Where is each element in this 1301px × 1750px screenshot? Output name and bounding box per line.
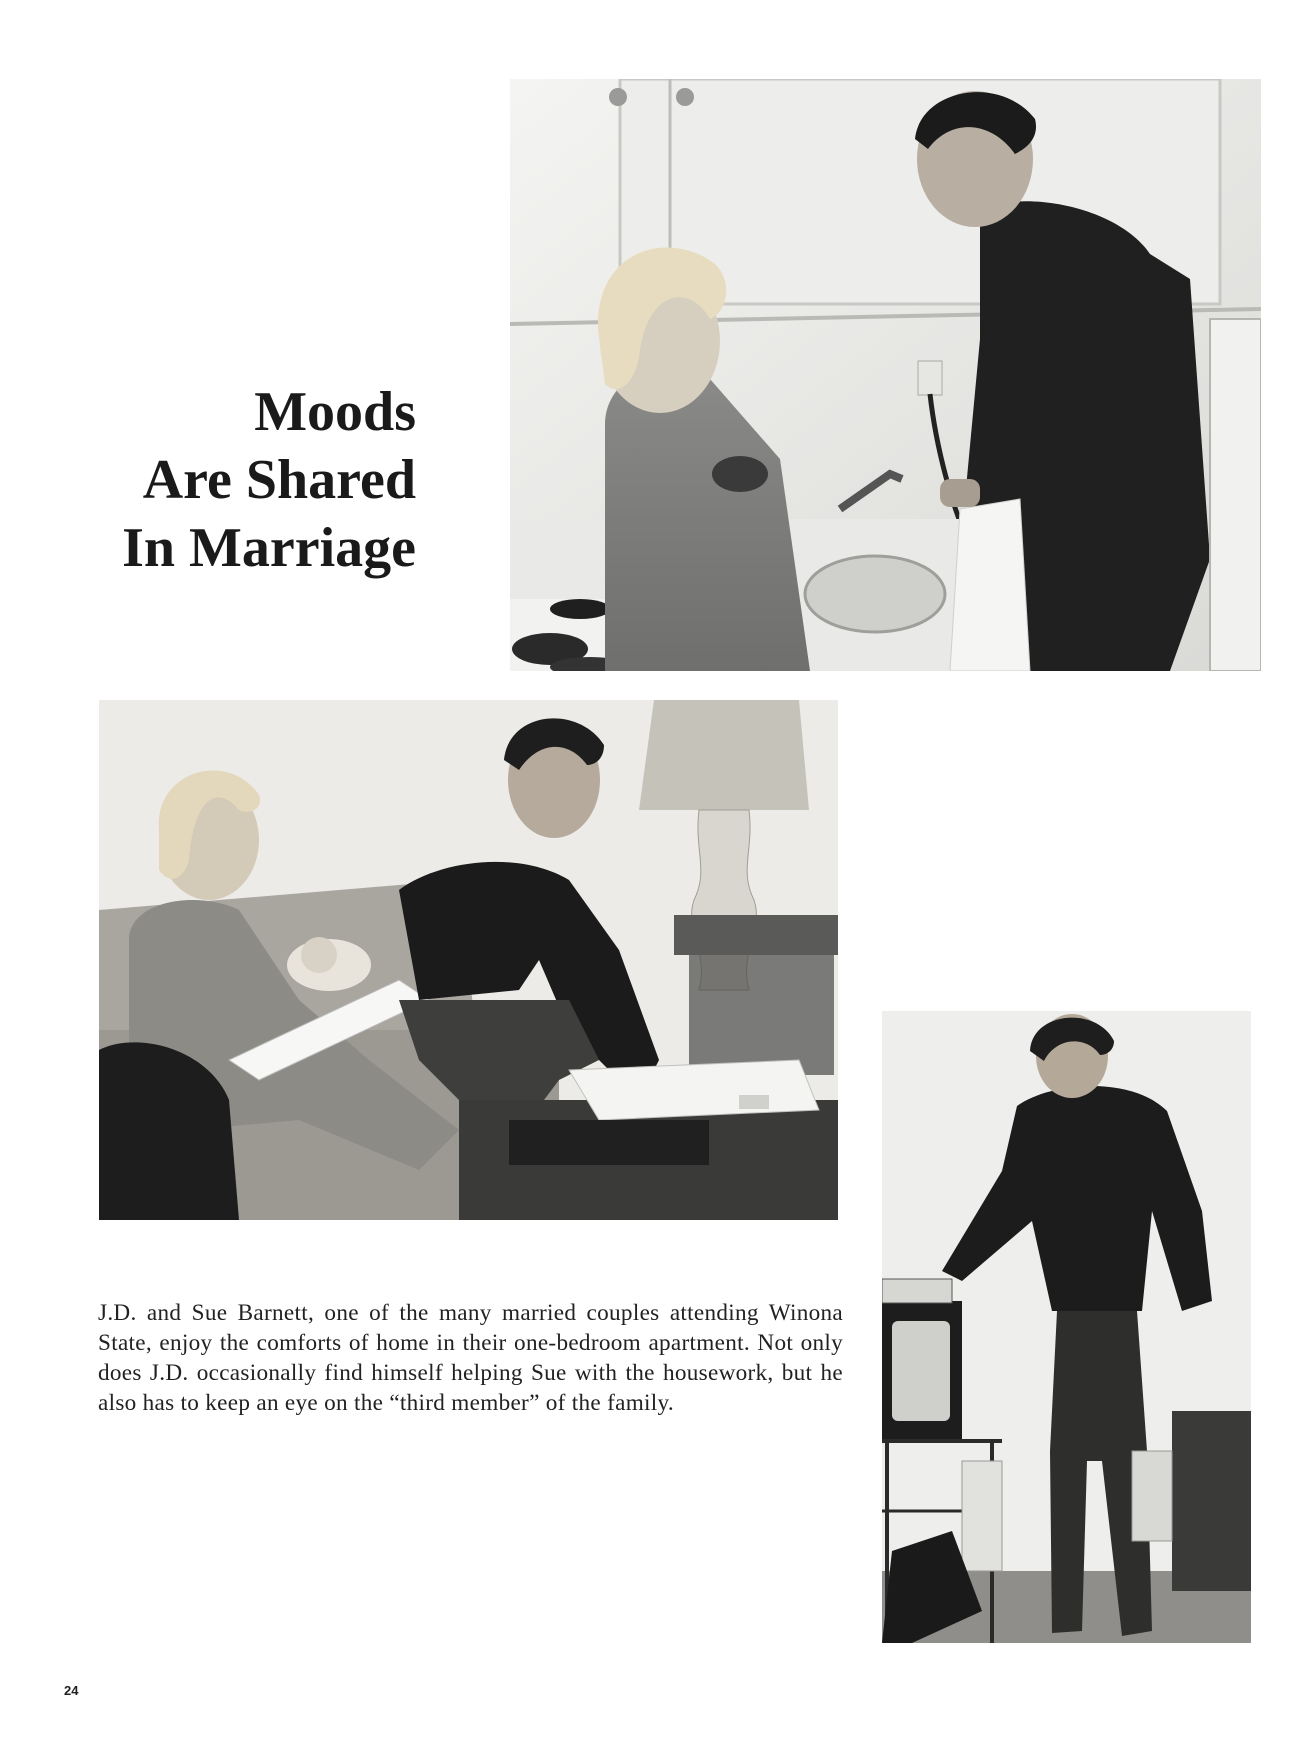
headline-line-1: Moods bbox=[254, 381, 416, 443]
kitchen-photo-image bbox=[510, 79, 1261, 671]
living-room-photo-image bbox=[99, 700, 838, 1220]
headline-line-3: In Marriage bbox=[122, 517, 416, 579]
kitchen-sink-photo bbox=[510, 79, 1261, 671]
headline-line-2: Are Shared bbox=[142, 449, 416, 511]
living-room-couch-photo bbox=[99, 700, 838, 1220]
page-number: 24 bbox=[64, 1683, 79, 1698]
tv-photo-image bbox=[882, 1011, 1251, 1643]
television-stand-photo bbox=[882, 1011, 1251, 1643]
photo-caption: J.D. and Sue Barnett, one of the many married couples attending Winona State, enjoy the comforts of home in their one-bedroom apartment. Not only does J.D. occasionally find himself helping Sue with the housework, but he also has to keep an eye on the “third member” of the family. bbox=[98, 1300, 843, 1417]
page-headline bbox=[56, 378, 416, 582]
